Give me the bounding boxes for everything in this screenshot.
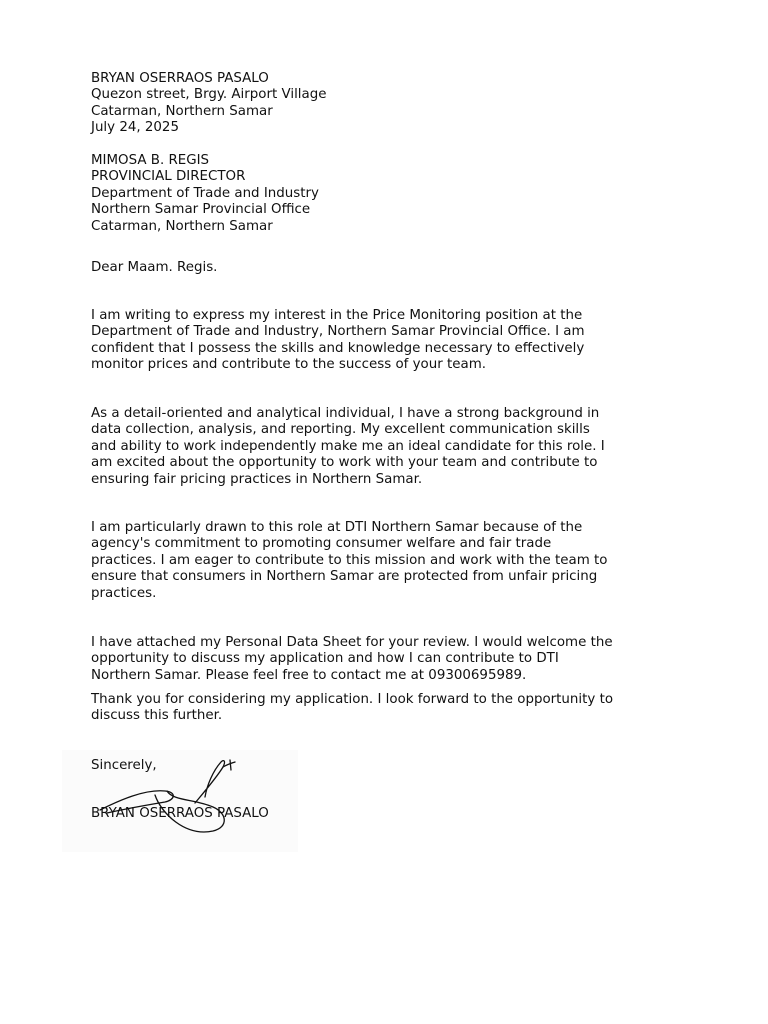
sender-city: Catarman, Northern Samar [91,103,273,119]
paragraph-line: am excited about the opportunity to work with your team and contribute to [91,455,598,471]
recipient-name: MIMOSA B. REGIS [91,153,210,168]
paragraph-line: confident that I possess the skills and knowledge necessary to effectively [91,340,585,356]
body-paragraph-1 [91,308,585,374]
body-paragraph-3 [91,520,607,602]
recipient-address-block [91,153,319,235]
closing: Sincerely, [91,758,157,773]
paragraph-line: practices. I am eager to contribute to this mission and work with the team to [91,552,608,568]
recipient-title: PROVINCIAL DIRECTOR [91,169,246,185]
paragraph-line: Northern Samar. Please feel free to contact me at 09300695989. [91,667,527,683]
body-paragraph-2 [91,406,605,488]
recipient-org: Department of Trade and Industry [91,185,319,201]
recipient-office: Northern Samar Provincial Office [91,202,311,218]
paragraph-line: ensuring fair pricing practices in Northern Samar. [91,471,423,487]
handwritten-signature [95,755,255,840]
recipient-city: Catarman, Northern Samar [91,218,273,234]
paragraph-line: As a detail-oriented and analytical individual, I have a strong background in [91,406,600,421]
paragraph-line: agency's commitment to promoting consumer welfare and fair trade [91,536,552,552]
body-paragraph-4 [91,635,613,684]
sender-address-block [91,71,326,137]
salutation: Dear Maam. Regis. [91,260,218,275]
paragraph-line: data collection, analysis, and reporting. My excellent communication skills [91,422,590,438]
sender-name: BRYAN OSERRAOS PASALO [91,71,269,86]
body-paragraph-5 [91,692,613,725]
paragraph-line: opportunity to discuss my application and how I can contribute to DTI [91,651,559,667]
paragraph-line: ensure that consumers in Northern Samar are protected from unfair pricing [91,569,598,585]
paragraph-line: I have attached my Personal Data Sheet for your review. I would welcome the [91,635,613,650]
paragraph-line: I am particularly drawn to this role at DTI Northern Samar because of the [91,520,583,535]
letter-date: July 24, 2025 [91,120,179,136]
paragraph-line: practices. [91,585,157,601]
paragraph-line: Thank you for considering my application. I look forward to the opportunity to [91,692,614,707]
signature-name: BRYAN OSERRAOS PASALO [91,806,269,821]
paragraph-line: monitor prices and contribute to the success of your team. [91,357,486,373]
paragraph-line: and ability to work independently make me an ideal candidate for this role. I [91,438,605,454]
paragraph-line: discuss this further. [91,708,223,724]
sender-street: Quezon street, Brgy. Airport Village [91,87,327,103]
paragraph-line: Department of Trade and Industry, Northern Samar Provincial Office. I am [91,324,585,340]
paragraph-line: I am writing to express my interest in the Price Monitoring position at the [91,308,583,323]
